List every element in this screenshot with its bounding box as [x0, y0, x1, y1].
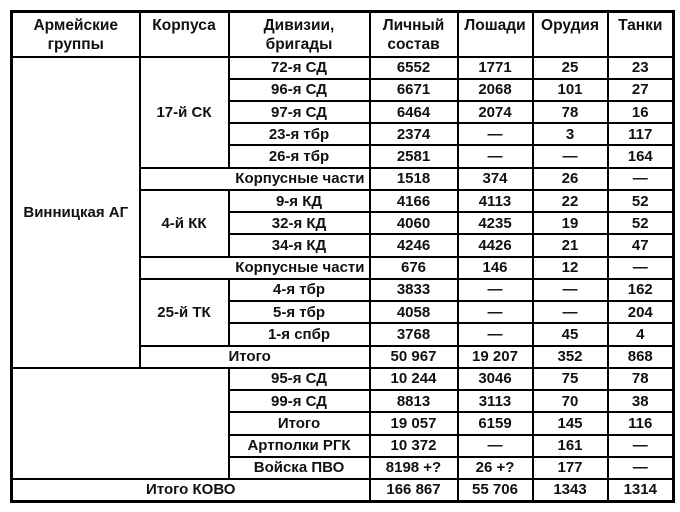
guns-cell: 12 [533, 257, 608, 279]
table-row [12, 57, 674, 79]
tanks-cell: — [608, 435, 674, 457]
personnel-cell: 3833 [370, 279, 458, 301]
tanks-cell: 23 [608, 57, 674, 79]
guns-cell: 145 [533, 412, 608, 434]
tanks-cell: 47 [608, 234, 674, 256]
guns-cell: 161 [533, 435, 608, 457]
corps-parts-4kk: Корпусные части [140, 257, 370, 279]
tanks-cell: 116 [608, 412, 674, 434]
horses-cell: 3113 [458, 390, 533, 412]
personnel-cell: 8813 [370, 390, 458, 412]
unit-cell: Артполки РГК [229, 435, 370, 457]
tanks-cell: 868 [608, 346, 674, 368]
tanks-cell: 1314 [608, 479, 674, 502]
unit-cell: 96-я СД [229, 79, 370, 101]
unit-cell: 23-я тбр [229, 123, 370, 145]
tanks-cell: 78 [608, 368, 674, 390]
guns-cell: 25 [533, 57, 608, 79]
tanks-cell: 52 [608, 212, 674, 234]
personnel-cell: 6464 [370, 101, 458, 123]
header-tanks: Танки [608, 12, 674, 57]
horses-cell: — [458, 123, 533, 145]
horses-cell: — [458, 145, 533, 167]
horses-cell: 4426 [458, 234, 533, 256]
personnel-cell: 1518 [370, 168, 458, 190]
unit-cell: 97-я СД [229, 101, 370, 123]
personnel-cell: 8198 +? [370, 457, 458, 479]
horses-cell: 4113 [458, 190, 533, 212]
header-army-groups: Армейские группы [12, 12, 140, 57]
tanks-cell: 117 [608, 123, 674, 145]
army-group-vinnitsa: Винницкая АГ [12, 57, 140, 368]
grand-total-row [12, 479, 674, 502]
unit-cell: Войска ПВО [229, 457, 370, 479]
personnel-cell: 6671 [370, 79, 458, 101]
header-horses: Лошади [458, 12, 533, 57]
guns-cell: 70 [533, 390, 608, 412]
header-guns: Орудия [533, 12, 608, 57]
tanks-cell: 204 [608, 301, 674, 323]
guns-cell: 3 [533, 123, 608, 145]
horses-cell: 2074 [458, 101, 533, 123]
corps-4kk: 4-й КК [140, 190, 229, 257]
unit-cell: 72-я СД [229, 57, 370, 79]
tanks-cell: — [608, 168, 674, 190]
tanks-cell: — [608, 457, 674, 479]
horses-cell: 2068 [458, 79, 533, 101]
horses-cell: 26 +? [458, 457, 533, 479]
horses-cell: 6159 [458, 412, 533, 434]
horses-cell: — [458, 435, 533, 457]
guns-cell: 101 [533, 79, 608, 101]
personnel-cell: 4166 [370, 190, 458, 212]
personnel-cell: 4058 [370, 301, 458, 323]
tanks-cell: 4 [608, 323, 674, 345]
guns-cell: 75 [533, 368, 608, 390]
unit-cell: 1-я спбр [229, 323, 370, 345]
forces-table [10, 10, 675, 503]
corps-parts-17sk: Корпусные части [140, 168, 370, 190]
tanks-cell: 162 [608, 279, 674, 301]
horses-cell: 1771 [458, 57, 533, 79]
personnel-cell: 10 372 [370, 435, 458, 457]
grand-total-label: Итого КОВО [12, 479, 370, 502]
guns-cell: 177 [533, 457, 608, 479]
guns-cell: 22 [533, 190, 608, 212]
horses-cell: 374 [458, 168, 533, 190]
guns-cell: 21 [533, 234, 608, 256]
horses-cell: 3046 [458, 368, 533, 390]
personnel-cell: 2374 [370, 123, 458, 145]
header-corps: Корпуса [140, 12, 229, 57]
horses-cell: 55 706 [458, 479, 533, 502]
personnel-cell: 19 057 [370, 412, 458, 434]
corps-25tk: 25-й ТК [140, 279, 229, 346]
unit-cell: 9-я КД [229, 190, 370, 212]
tanks-cell: 164 [608, 145, 674, 167]
guns-cell: — [533, 301, 608, 323]
subtotal-vinnitsa: Итого [140, 346, 370, 368]
table-row [12, 368, 674, 390]
horses-cell: 4235 [458, 212, 533, 234]
tanks-cell: 52 [608, 190, 674, 212]
unit-cell: 5-я тбр [229, 301, 370, 323]
personnel-cell: 50 967 [370, 346, 458, 368]
guns-cell: 19 [533, 212, 608, 234]
personnel-cell: 4246 [370, 234, 458, 256]
header-divisions: Дивизии, бригады [229, 12, 370, 57]
personnel-cell: 3768 [370, 323, 458, 345]
horses-cell: — [458, 279, 533, 301]
guns-cell: — [533, 145, 608, 167]
unit-cell: 95-я СД [229, 368, 370, 390]
unit-cell: 34-я КД [229, 234, 370, 256]
header-row [12, 12, 674, 57]
header-personnel: Личный состав [370, 12, 458, 57]
tanks-cell: 38 [608, 390, 674, 412]
horses-cell: — [458, 301, 533, 323]
unit-cell: 4-я тбр [229, 279, 370, 301]
unit-cell: 99-я СД [229, 390, 370, 412]
personnel-cell: 10 244 [370, 368, 458, 390]
tanks-cell: 16 [608, 101, 674, 123]
personnel-cell: 676 [370, 257, 458, 279]
horses-cell: — [458, 323, 533, 345]
unit-cell: 26-я тбр [229, 145, 370, 167]
guns-cell: — [533, 279, 608, 301]
guns-cell: 1343 [533, 479, 608, 502]
unit-cell: 32-я КД [229, 212, 370, 234]
unit-cell: Итого [229, 412, 370, 434]
guns-cell: 352 [533, 346, 608, 368]
tanks-cell: — [608, 257, 674, 279]
guns-cell: 78 [533, 101, 608, 123]
personnel-cell: 166 867 [370, 479, 458, 502]
guns-cell: 26 [533, 168, 608, 190]
corps-17sk: 17-й СК [140, 57, 229, 168]
horses-cell: 146 [458, 257, 533, 279]
guns-cell: 45 [533, 323, 608, 345]
personnel-cell: 4060 [370, 212, 458, 234]
horses-cell: 19 207 [458, 346, 533, 368]
tanks-cell: 27 [608, 79, 674, 101]
personnel-cell: 2581 [370, 145, 458, 167]
army-group-unlabeled [12, 368, 229, 479]
personnel-cell: 6552 [370, 57, 458, 79]
